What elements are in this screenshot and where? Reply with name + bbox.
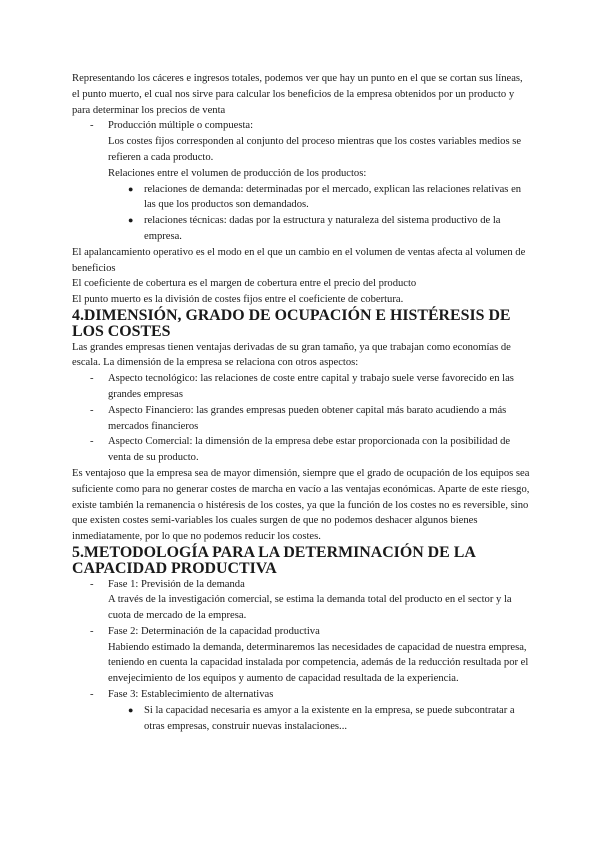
item-text: Aspecto Comercial: la dimensión de la empresa debe estar proporcionada con la posibilidad de venta de su producto. [108,436,511,464]
paragraph-punto-muerto-def: El punto muerto es la división de costes fijos entre el coeficiente de cobertura. [72,294,404,306]
item-label: Fase 3: Establecimiento de alternativas [108,689,274,701]
section-heading-4: 4.DIMENSIÓN, GRADO DE OCUPACIÓN E HISTÉRESIS DE LOS COSTES [72,306,511,340]
list-item-fase-3 [72,687,530,703]
dash-marker: - [90,689,94,701]
bullet-text: relaciones de demanda: determinadas por el mercado, explican las relaciones relativas en las que los productos son demandados. [144,183,522,211]
list-item-aspecto-tecnologico [72,371,530,403]
paragraph-histeresis: Es ventajoso que la empresa sea de mayor dimensión, siempre que el grado de ocupación de los equipos sea suficiente como para no generar costes de marcha en vacío a las ventajas económicas. Aparte de este riesgo, existe también la remanencia o histéresis de los costes, ya que la función de los costes no es reversible, sino que existen costes semi-variables los cuales surgen de que no podemos deshacer algunos bienes inmediatamente, por lo que no podemos reducir los costes. [72,467,530,543]
bullet-item-subcontratar [72,703,530,735]
sub-paragraph-fase-1: A través de la investigación comercial, se estima la demanda total del producto en el sector y la cuota de mercado de la empresa. [108,594,512,622]
item-text: Aspecto tecnológico: las relaciones de coste entre capital y trabajo suele verse favorecido en las grandes empresas [108,373,514,400]
dash-marker: - [90,373,94,385]
bullet-marker: ● [128,183,134,194]
bullet-text: Si la capacidad necesaria es amyor a la existente en la empresa, se puede subcontratar a otras empresas, construir nuevas instalaciones... [144,704,515,732]
item-text: Aspecto Financiero: las grandes empresas pueden obtener capital más barato acudiendo a más mercados financieros [108,404,507,432]
dash-marker: - [90,436,94,448]
list-item-aspecto-financiero [72,403,530,435]
list-item-fase-1 [72,577,530,593]
list-item-aspecto-comercial [72,434,530,466]
item-label: Fase 2: Determinación de la capacidad productiva [108,625,320,637]
bullet-marker: ● [128,215,134,226]
list-item-fase-2 [72,624,530,640]
sub-paragraph-costes-fijos: Los costes fijos corresponden al conjunto del proceso mientras que los costes variables medios se refieren a cada producto. [108,136,522,163]
item-label: Producción múltiple o compuesta: [108,120,254,132]
bullet-item-relaciones-demanda [72,182,530,214]
paragraph-coeficiente-cobertura: El coeficiente de cobertura es el margen de cobertura entre el precio del producto [72,278,417,290]
sub-paragraph-relaciones: Relaciones entre el volumen de producción de los productos: [108,167,367,179]
dash-marker: - [90,625,94,637]
bullet-marker: ● [128,704,134,715]
paragraph-grandes-empresas: Las grandes empresas tienen ventajas derivadas de su gran tamaño, ya que trabajan como economías de escala. La dimensión de la empresa se relaciona con otros aspectos: [72,341,511,369]
section-heading-5: 5.METODOLOGÍA PARA LA DETERMINACIÓN DE LA CAPACIDAD PRODUCTIVA [72,543,475,577]
sub-paragraph-fase-2: Habiendo estimado la demanda, determinaremos las necesidades de capacidad de nuestra empresa, teniendo en cuenta la capacidad instalada por competencia, además de la reducción resultada por el envejecimiento de los equipos y aumento de capacidad resultada de la experiencia. [108,641,529,685]
paragraph-apalancamiento: El apalancamiento operativo es el modo en el que un cambio en el volumen de ventas afecta al volumen de beneficios [72,246,526,274]
dash-marker: - [90,404,94,416]
bullet-item-relaciones-tecnicas [72,213,530,245]
bullet-text: relaciones técnicas: dadas por la estructura y naturaleza del sistema productivo de la empresa. [144,215,501,242]
document-body [72,71,530,734]
paragraph-punto-muerto-intro: Representando los cáceres e ingresos totales, podemos ver que hay un punto en el que se cortan sus líneas, el punto muerto, el cual nos sirve para calcular los beneficios de la empresa obtenidos por un producto y para determinar los precios de venta [72,73,523,116]
dash-marker: - [90,120,94,132]
list-item-produccion-multiple [72,118,530,134]
item-label: Fase 1: Previsión de la demanda [108,578,245,590]
dash-marker: - [90,578,94,590]
